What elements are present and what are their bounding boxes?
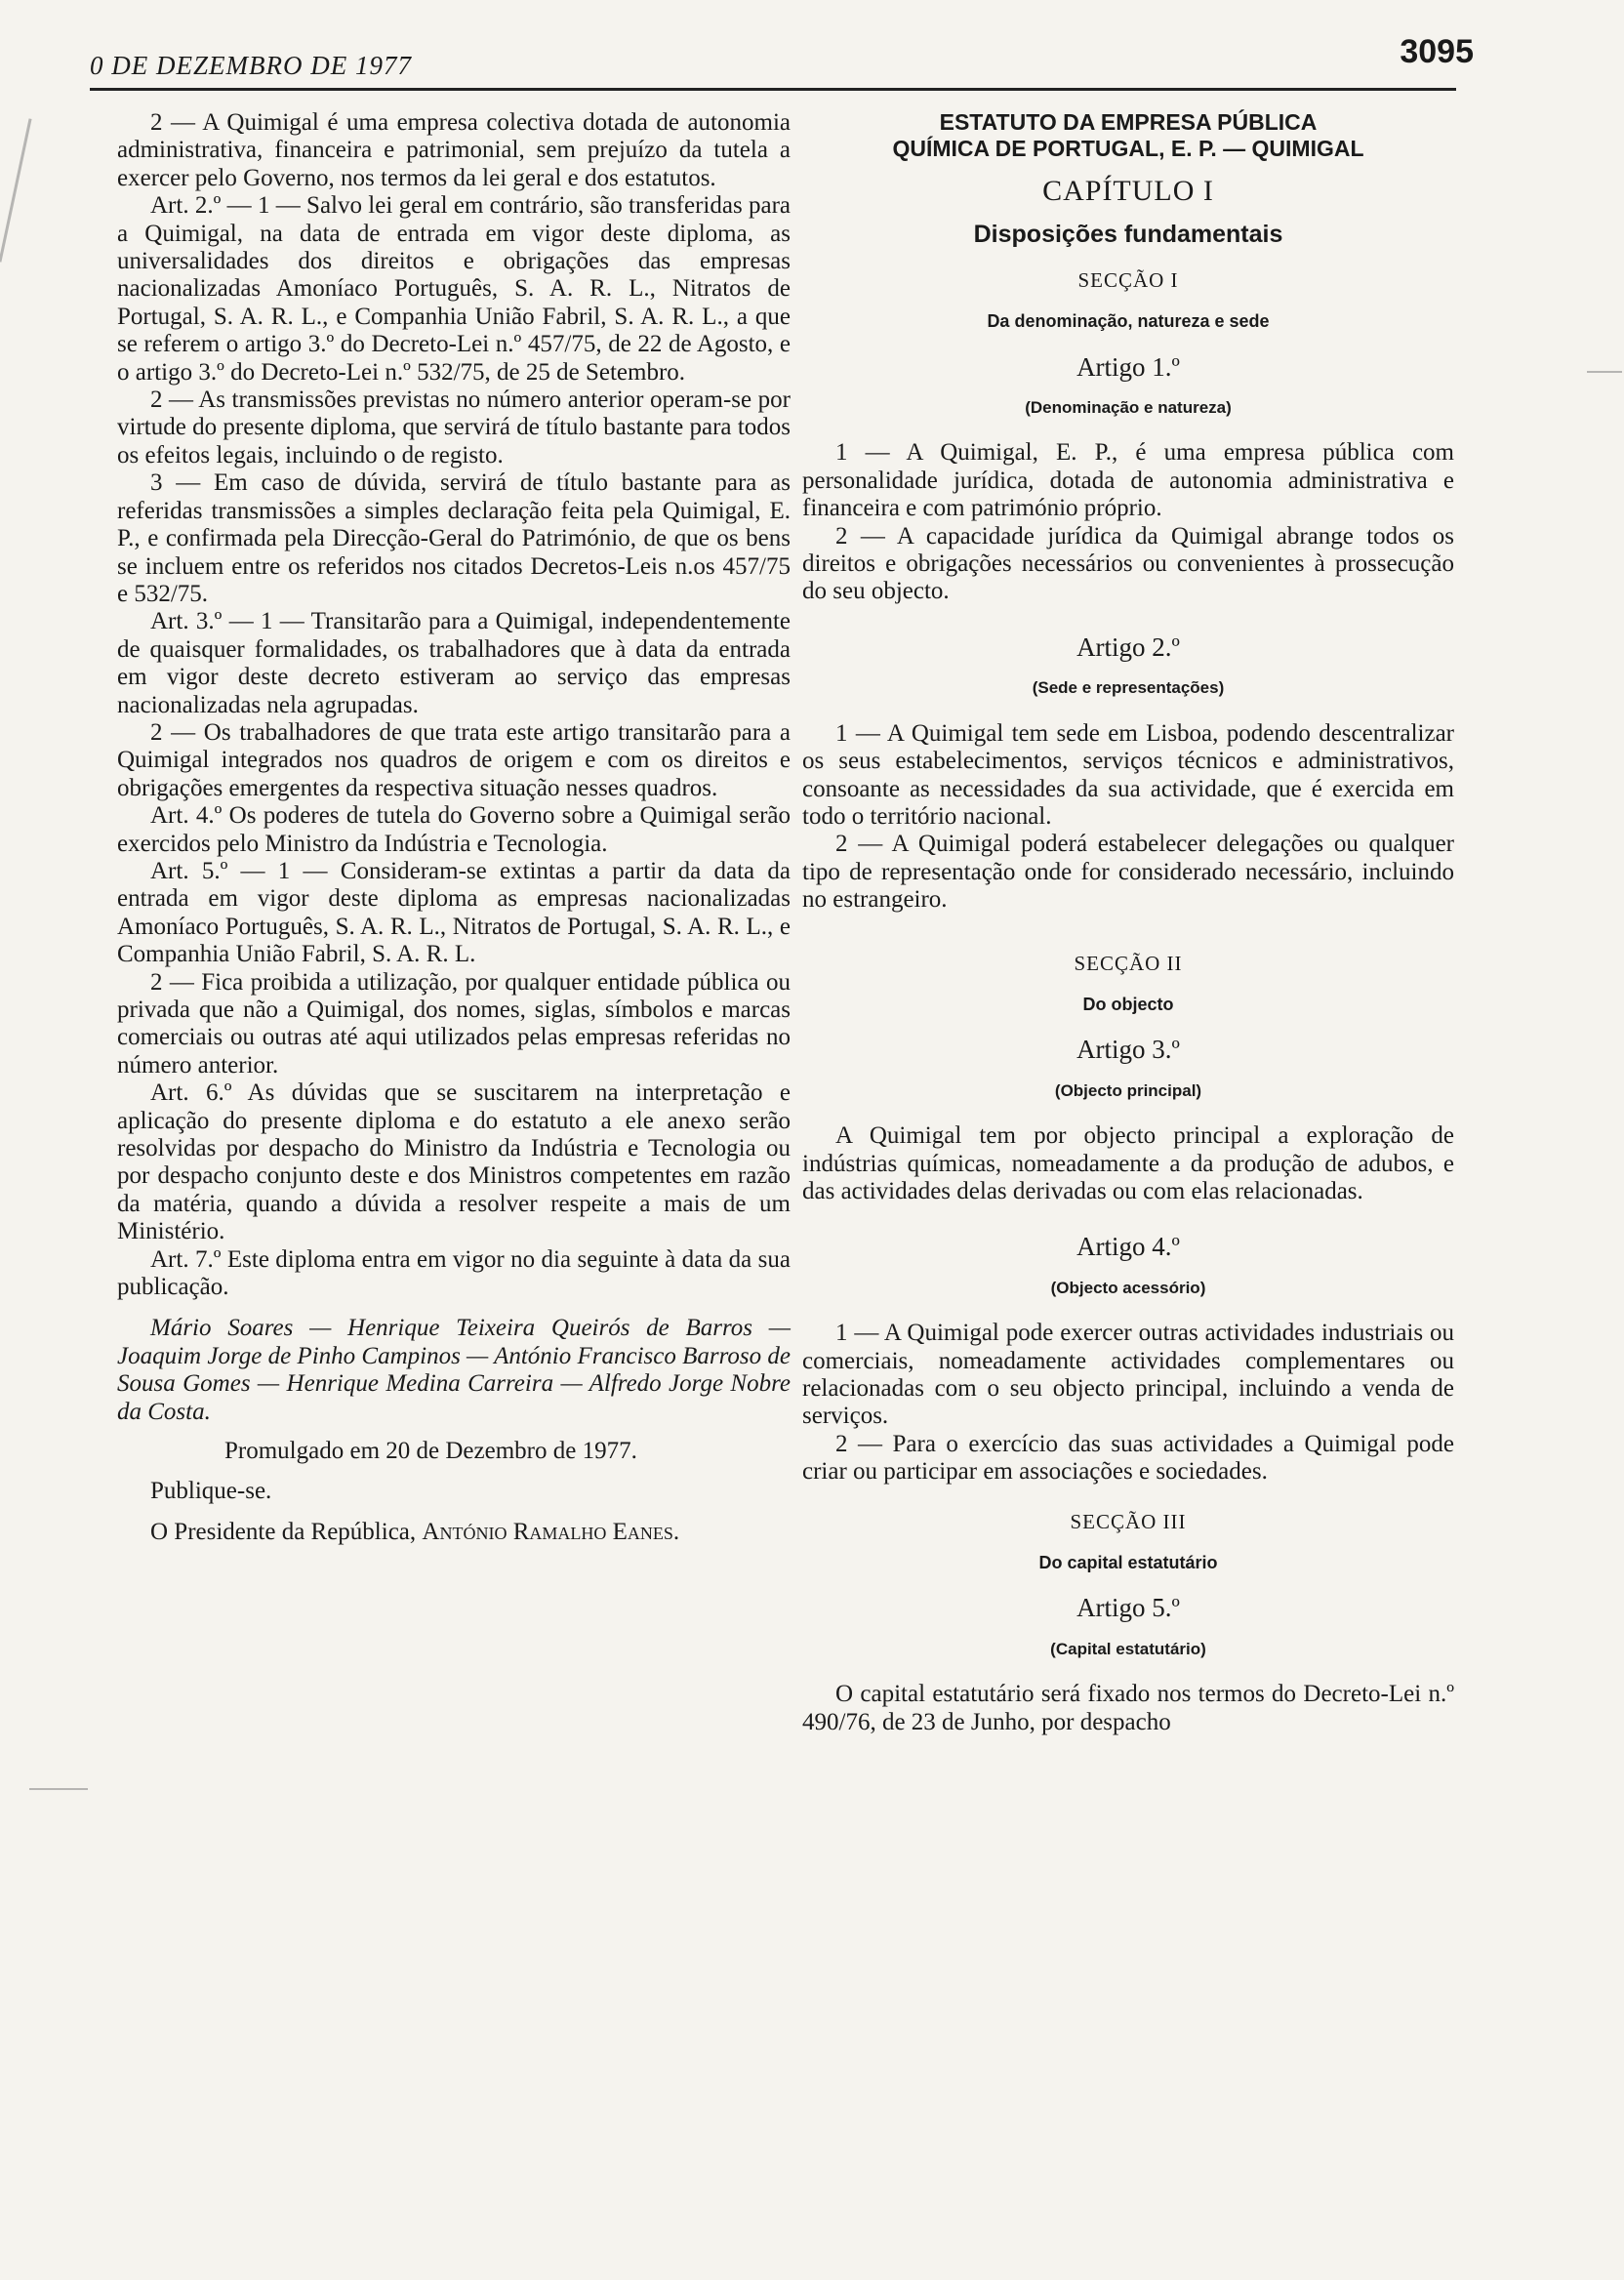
article-heading: Artigo 1.º bbox=[1076, 351, 1180, 382]
paragraph: 2 — As transmissões previstas no número anterior operam-se por virtude do presente diploma, que servirá de título bastante para todos os efeitos legais, incluindo o de registo. bbox=[117, 387, 791, 468]
paragraph: 1 — A Quimigal, E. P., é uma empresa pública com personalidade jurídica, dotada de autonomia administrativa e financeira e com património próprio. bbox=[802, 439, 1454, 522]
right-column bbox=[802, 109, 1454, 1736]
page-header bbox=[90, 27, 1474, 86]
paragraph: Art. 3.º — 1 — Transitarão para a Quimigal, independentemente de quaisquer formalidades, os trabalhadores que à data da entrada em vigor deste decreto estiveram ao serviço das empresas nacionalizadas nela agrupadas. bbox=[117, 608, 791, 718]
president-name: António Ramalho Eanes. bbox=[422, 1518, 680, 1545]
paragraph: 2 — Os trabalhadores de que trata este artigo transitarão para a Quimigal integrados nos quadros de origem e com os direitos e obrigações emergentes da respectiva situação nesses quadros. bbox=[117, 718, 791, 801]
left-column bbox=[117, 109, 791, 1546]
paragraph: Art. 7.º Este diploma entra em vigor no dia seguinte à data da sua publicação. bbox=[117, 1245, 791, 1301]
scan-mark bbox=[29, 1788, 88, 1790]
article-heading: Artigo 2.º bbox=[1076, 631, 1180, 662]
paragraph: O capital estatutário será fixado nos termos do Decreto-Lei n.º 490/76, de 23 de Junho, por despacho bbox=[802, 1681, 1454, 1735]
paragraph: 1 — A Quimigal pode exercer outras actividades industriais ou comerciais, nomeadamente actividades complementares ou relacionadas com o seu objecto principal, incluindo a venda de serviços. bbox=[802, 1320, 1454, 1430]
page-number: 3095 bbox=[1400, 33, 1474, 70]
article-rubric: (Sede e representações) bbox=[1032, 678, 1225, 698]
section-heading: SECÇÃO I bbox=[1077, 267, 1179, 292]
article-rubric: (Objecto acessório) bbox=[1050, 1278, 1206, 1297]
paragraph: A Quimigal tem por objecto principal a exploração de indústrias químicas, nomeadamente a da produção de adubos, e das actividades delas derivadas ou com elas relacionadas. bbox=[802, 1122, 1454, 1204]
paragraph: 2 — Para o exercício das suas actividades a Quimigal pode criar ou participar em associações e sociedades. bbox=[802, 1430, 1454, 1486]
section-title: Do capital estatutário bbox=[1038, 1553, 1218, 1573]
publication-order: Publique-se. bbox=[150, 1477, 272, 1504]
paragraph: 1 — A Quimigal tem sede em Lisboa, podendo descentralizar os seus estabelecimentos, serviços técnicos e administrativos, consoante as necessidades da sua actividade, que é exercida em todo o território nacional. bbox=[802, 719, 1454, 830]
article-heading: Artigo 5.º bbox=[1076, 1593, 1180, 1623]
paragraph: 3 — Em caso de dúvida, servirá de título bastante para as referidas transmissões a simples declaração feita pela Quimigal, E. P., e confirmada pela Direcção-Geral do Património, de que os bens se incluem entre os referidos nos citados Decretos-Leis n.os 457/75 e 532/75. bbox=[117, 469, 791, 607]
article-heading: Artigo 4.º bbox=[1076, 1232, 1180, 1262]
signatures: Mário Soares — Henrique Teixeira Queirós de Barros — Joaquim Jorge de Pinho Campinos — António Francisco Barroso de Sousa Gomes — Henrique Medina Carreira — Alfredo Jorge Nobre da Costa. bbox=[117, 1315, 791, 1425]
paragraph: 2 — Fica proibida a utilização, por qualquer entidade pública ou privada que não a Quimigal, dos nomes, siglas, símbolos e marcas comerciais ou outras até aqui utilizados pelas empresas referidas no número anterior. bbox=[117, 968, 791, 1079]
scan-mark bbox=[0, 118, 32, 262]
section-heading: SECÇÃO III bbox=[1070, 1509, 1187, 1533]
section-title: Do objecto bbox=[1082, 994, 1174, 1014]
president-prefix: O Presidente da República, bbox=[150, 1518, 417, 1545]
paragraph: Art. 4.º Os poderes de tutela do Governo sobre a Quimigal serão exercidos pelo Ministro da Indústria e Tecnologia. bbox=[117, 802, 791, 857]
chapter-heading: CAPÍTULO I bbox=[1042, 175, 1214, 207]
section-title: Da denominação, natureza e sede bbox=[987, 311, 1270, 332]
chapter-title: Disposições fundamentais bbox=[973, 221, 1283, 249]
article-rubric: (Objecto principal) bbox=[1054, 1080, 1202, 1100]
section-heading: SECÇÃO II bbox=[1074, 951, 1183, 975]
article-heading: Artigo 3.º bbox=[1076, 1035, 1180, 1065]
president-line bbox=[117, 1519, 791, 1546]
article-rubric: (Capital estatutário) bbox=[1050, 1639, 1206, 1658]
paragraph: 2 — A Quimigal poderá estabelecer delegações ou qualquer tipo de representação onde for considerado necessário, incluindo no estrangeiro. bbox=[802, 831, 1454, 914]
paragraph: Art. 5.º — 1 — Consideram-se extintas a partir da data da entrada em vigor deste diploma as empresas nacionalizadas Amoníaco Português, S. A. R. L., Nitratos de Portugal, S. A. R. L., e Companhia União Fabril, S. A. R. L. bbox=[117, 857, 791, 968]
paragraph: 2 — A capacidade jurídica da Quimigal abrange todos os direitos e obrigações necessários ou convenientes à prossecução do seu objecto. bbox=[802, 522, 1454, 605]
statute-title-line-2: QUÍMICA DE PORTUGAL, E. P. — QUIMIGAL bbox=[892, 136, 1364, 161]
statute-title-line-1: ESTATUTO DA EMPRESA PÚBLICA bbox=[939, 109, 1318, 135]
statute-title bbox=[802, 109, 1454, 162]
header-date: 0 DE DEZEMBRO DE 1977 bbox=[90, 51, 412, 80]
paragraph: 2 — A Quimigal é uma empresa colectiva dotada de autonomia administrativa, financeira e patrimonial, sem prejuízo da tutela a exercer pelo Governo, nos termos da lei geral e dos estatutos. bbox=[117, 109, 791, 191]
paragraph: Art. 2.º — 1 — Salvo lei geral em contrário, são transferidas para a Quimigal, na data de entrada em vigor deste diploma, as universalidades dos direitos e obrigações das empresas nacionalizadas Amoníaco Português, S. A. R. L., Nitratos de Portugal, S. A. R. L., e Companhia União Fabril, S. A. R. L., a que se referem o artigo 3.º do Decreto-Lei n.º 457/75, de 22 de Agosto, e o artigo 3.º do Decreto-Lei n.º 532/75, de 25 de Setembro. bbox=[117, 192, 791, 386]
article-rubric: (Denominação e natureza) bbox=[1025, 398, 1232, 418]
scan-mark bbox=[1587, 371, 1622, 373]
promulgation: Promulgado em 20 de Dezembro de 1977. bbox=[224, 1438, 637, 1465]
header-rule bbox=[90, 88, 1456, 91]
paragraph: Art. 6.º As dúvidas que se suscitarem na interpretação e aplicação do presente diploma e do estatuto a ele anexo serão resolvidas por despacho do Ministro da Indústria e Tecnologia ou por despacho conjunto deste e dos Ministros competentes em razão da matéria, quando a dúvida a resolver respeite a mais de um Ministério. bbox=[117, 1079, 791, 1245]
